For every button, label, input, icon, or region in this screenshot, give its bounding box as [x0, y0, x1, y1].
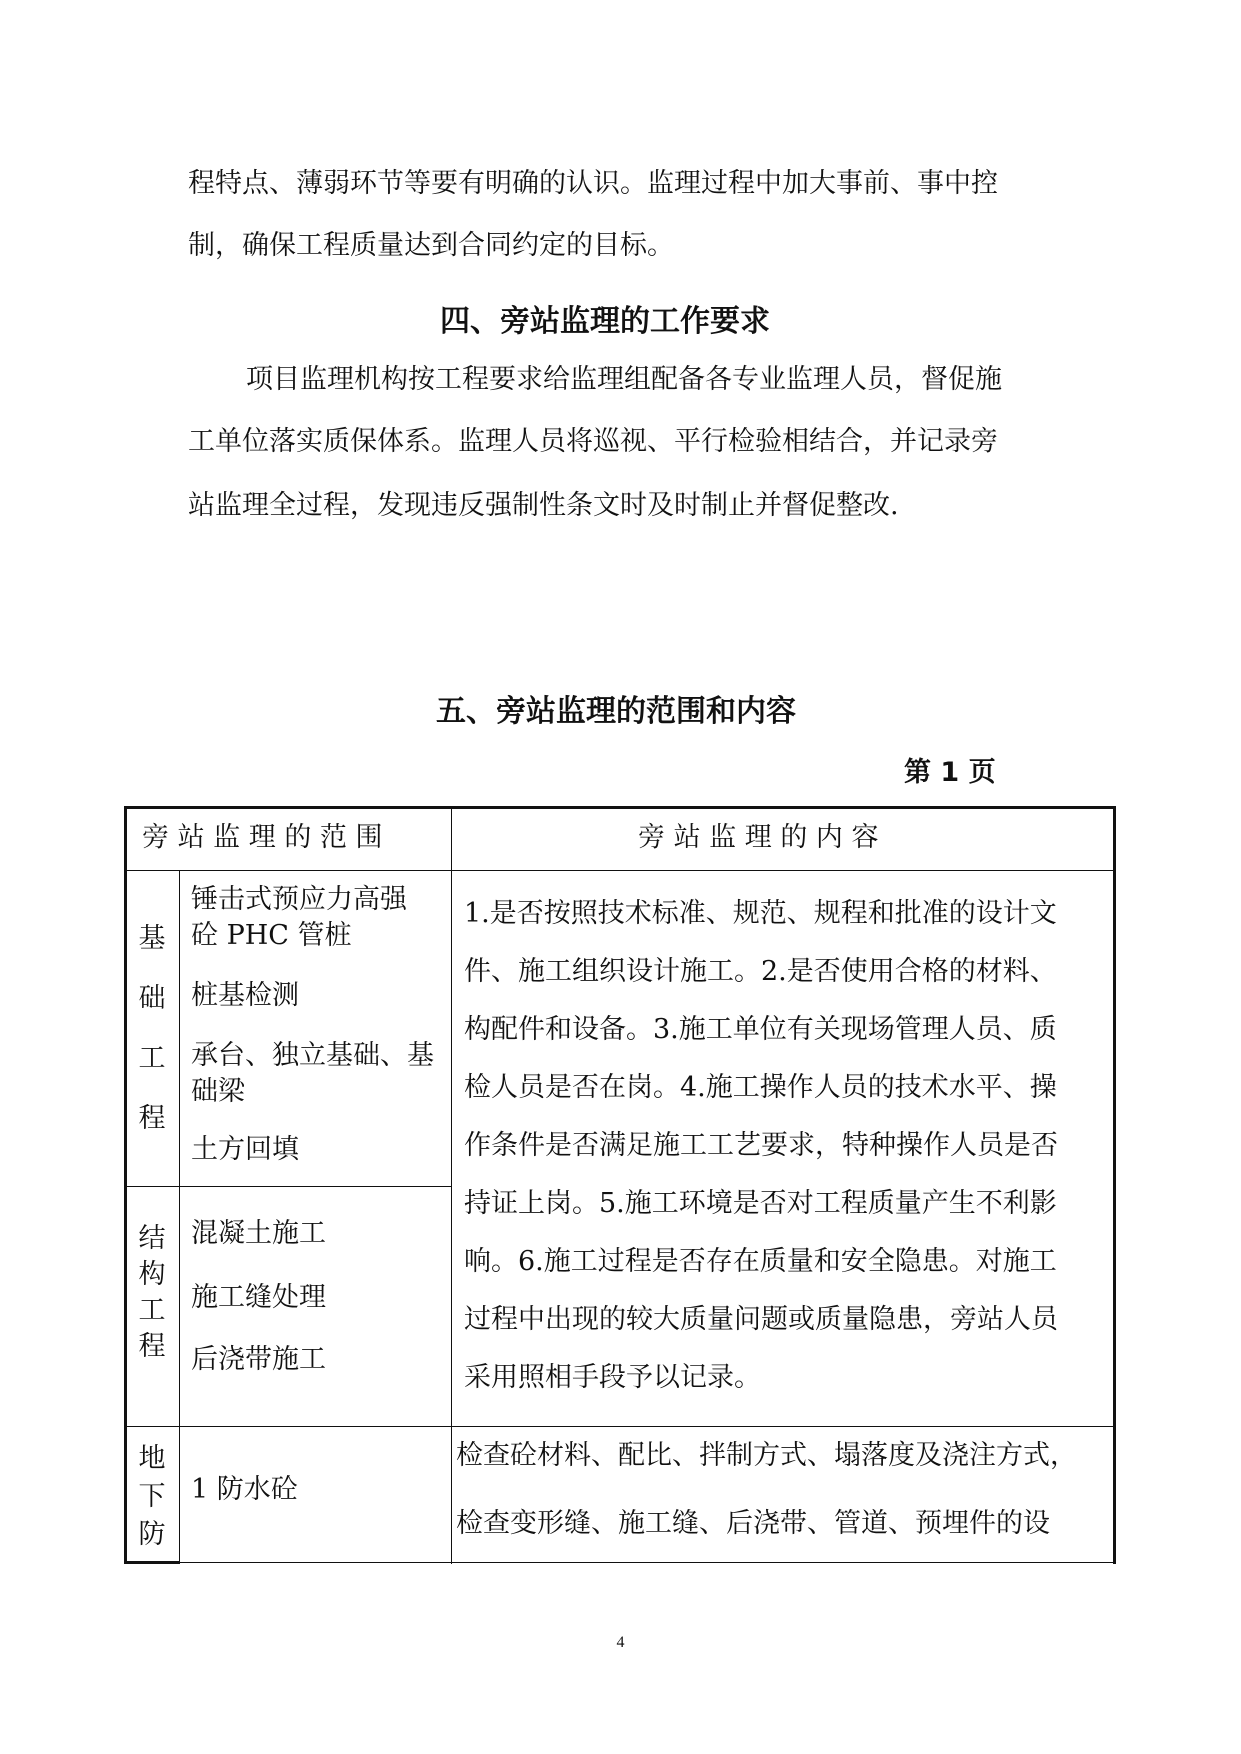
group1-category-char: 工: [138, 1043, 166, 1074]
content-line: 作条件是否满足施工工艺要求，特种操作人员是否: [464, 1130, 1058, 1161]
section4-line-2: 工单位落实质保体系。监理人员将巡视、平行检验相结合，并记录旁: [188, 426, 998, 457]
group1-item: 承台、独立基础、基: [191, 1040, 434, 1071]
content-line: 1.是否按照技术标准、规范、规程和批准的设计文: [464, 898, 1057, 929]
group3-category-char: 下: [138, 1481, 166, 1512]
group2-item: 施工缝处理: [191, 1282, 326, 1313]
group1-item: 桩基检测: [191, 980, 299, 1011]
waterproof-content-line: 检查砼材料、配比、拌制方式、塌落度及浇注方式，: [456, 1440, 1077, 1471]
group3-category-char: 地: [138, 1443, 166, 1474]
table-border-right: [1113, 806, 1116, 1564]
group1-category-char: 基: [138, 923, 166, 954]
waterproof-content-line: 检查变形缝、施工缝、后浇带、管道、预埋件的设: [456, 1508, 1050, 1539]
header-scope: 旁 站 监 理 的 范 围: [142, 822, 383, 853]
section4-line-3: 站监理全过程，发现违反强制性条文时及时制止并督促整改.: [188, 490, 899, 521]
content-line: 构配件和设备。3.施工单位有关现场管理人员、质: [464, 1014, 1057, 1045]
table-page-label: 第 1 页: [904, 757, 996, 788]
table-border-left: [124, 806, 127, 1564]
content-line: 响。6.施工过程是否存在质量和安全隐患。对施工: [464, 1246, 1057, 1277]
content-line: 检人员是否在岗。4.施工操作人员的技术水平、操: [464, 1072, 1057, 1103]
group2-category-char: 程: [138, 1331, 166, 1362]
group2-category-char: 构: [138, 1259, 166, 1290]
intro-line-1: 程特点、薄弱环节等要有明确的认识。监理过程中加大事前、事中控: [188, 168, 998, 199]
content-line: 过程中出现的较大质量问题或质量隐患，旁站人员: [464, 1304, 1058, 1335]
scope-content-table: [124, 806, 1116, 1564]
table-header-divider: [124, 870, 1116, 871]
col-divider-category: [179, 870, 180, 1564]
content-line: 持证上岗。5.施工环境是否对工程质量产生不利影: [464, 1188, 1057, 1219]
group1-item: 础梁: [191, 1076, 245, 1107]
section5-heading: 五、旁站监理的范围和内容: [436, 694, 796, 729]
group1-item: 砼 PHC 管桩: [191, 920, 352, 951]
group-divider-2: [124, 1426, 1116, 1427]
group2-category-char: 工: [138, 1295, 166, 1326]
group1-category-char: 础: [138, 983, 166, 1014]
col-divider-scope-content: [451, 806, 452, 1564]
group3-category-char: 防: [138, 1519, 166, 1550]
group1-category-char: 程: [138, 1103, 166, 1134]
intro-line-2: 制，确保工程质量达到合同约定的目标。: [188, 230, 674, 261]
group1-item: 锤击式预应力高强: [191, 884, 407, 915]
content-line: 采用照相手段予以记录。: [464, 1362, 761, 1393]
group3-item: 1 防水砼: [191, 1474, 298, 1505]
section4-heading: 四、旁站监理的工作要求: [440, 304, 770, 339]
table-border-top: [124, 806, 1116, 809]
group2-item: 后浇带施工: [191, 1344, 326, 1375]
section4-line-1: 项目监理机构按工程要求给监理组配备各专业监理人员，督促施: [246, 364, 1002, 395]
header-content: 旁 站 监 理 的 内 容: [638, 822, 879, 853]
group-divider-1: [124, 1186, 452, 1187]
group2-category-char: 结: [138, 1223, 166, 1254]
group1-item: 土方回填: [191, 1134, 299, 1165]
table-border-bottom-thin: [124, 1562, 1116, 1563]
group2-item: 混凝土施工: [191, 1218, 326, 1249]
content-line: 件、施工组织设计施工。2.是否使用合格的材料、: [464, 956, 1057, 987]
page-number: 4: [616, 1634, 625, 1651]
